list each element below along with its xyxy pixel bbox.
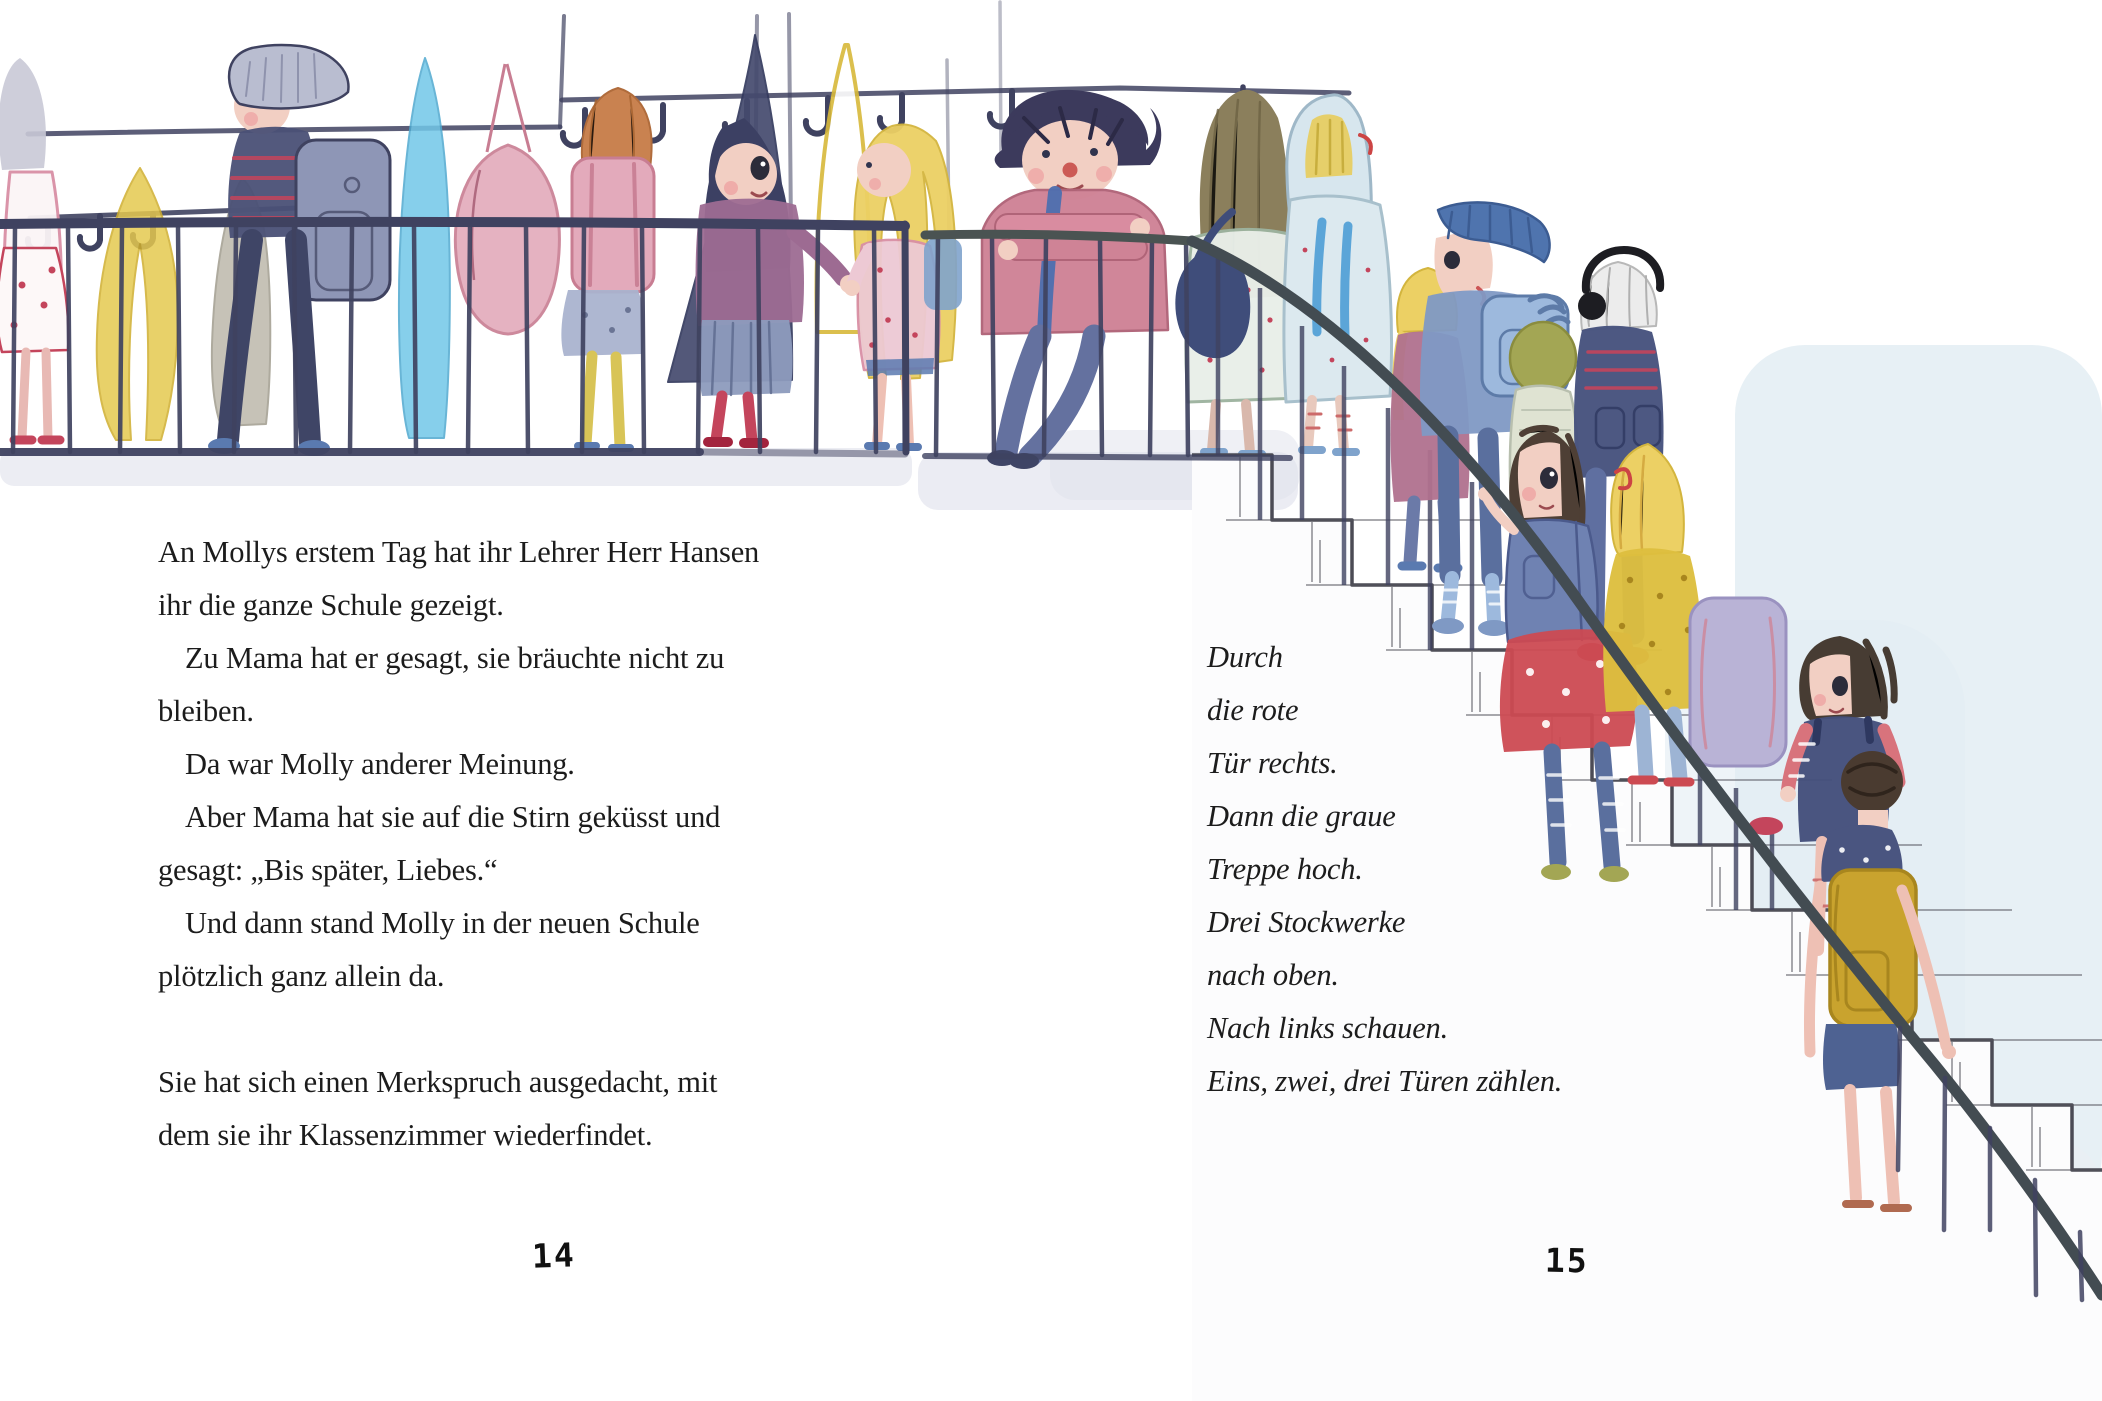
- text-line: dem sie ihr Klassenzimmer wiederfindet.: [158, 1118, 653, 1152]
- text-line: plötzlich ganz allein da.: [158, 959, 445, 993]
- verse-line: Treppe hoch.: [1207, 852, 1363, 886]
- text-line: Zu Mama hat er gesagt, sie bräuchte nicht zu: [185, 641, 725, 675]
- yellow-coat: [97, 168, 178, 440]
- right-page-verse: [1207, 631, 1767, 1108]
- text-line: bleiben.: [158, 694, 254, 728]
- verse-line: Dann die graue: [1207, 799, 1396, 833]
- left-page-text: [158, 526, 958, 1162]
- verse-line: nach oben.: [1207, 958, 1339, 992]
- text-line: Da war Molly anderer Meinung.: [185, 747, 575, 781]
- text-line: [158, 1003, 958, 1056]
- verse-line: Durch: [1207, 640, 1283, 674]
- boy-pink-jacket-leaning: [982, 90, 1168, 469]
- text-line: ihr die ganze Schule gezeigt.: [158, 588, 504, 622]
- page-number-right: 15: [1544, 1240, 1590, 1281]
- text-line: Aber Mama hat sie auf die Stirn geküsst und: [185, 800, 721, 834]
- text-line: Sie hat sich einen Merkspruch ausgedacht, mit: [158, 1065, 718, 1099]
- text-line: Und dann stand Molly in der neuen Schule: [185, 906, 700, 940]
- text-line: gesagt: „Bis später, Liebes.“: [158, 853, 498, 887]
- landing-floor-line: [925, 456, 1290, 458]
- railing-bottom-bar-fade: [700, 452, 905, 454]
- children-pair-from-behind: [1175, 90, 1391, 454]
- verse-line: die rote: [1207, 693, 1299, 727]
- verse-line: Tür rechts.: [1207, 746, 1338, 780]
- text-line: An Mollys erstem Tag hat ihr Lehrer Herr Hansen: [158, 535, 760, 569]
- verse-line: Drei Stockwerke: [1207, 905, 1406, 939]
- girl-orange-hair-pink-backpack: [561, 88, 654, 448]
- page-number-left: 14: [531, 1235, 577, 1276]
- child-far-left: [0, 58, 68, 440]
- railing-top-bar: [0, 222, 905, 226]
- hallway-children: [0, 45, 1392, 469]
- railing-end-post: [905, 224, 906, 452]
- verse-line: Nach links schauen.: [1207, 1011, 1449, 1045]
- blue-coat: [399, 58, 450, 438]
- verse-line: Eins, zwei, drei Türen zählen.: [1207, 1064, 1563, 1098]
